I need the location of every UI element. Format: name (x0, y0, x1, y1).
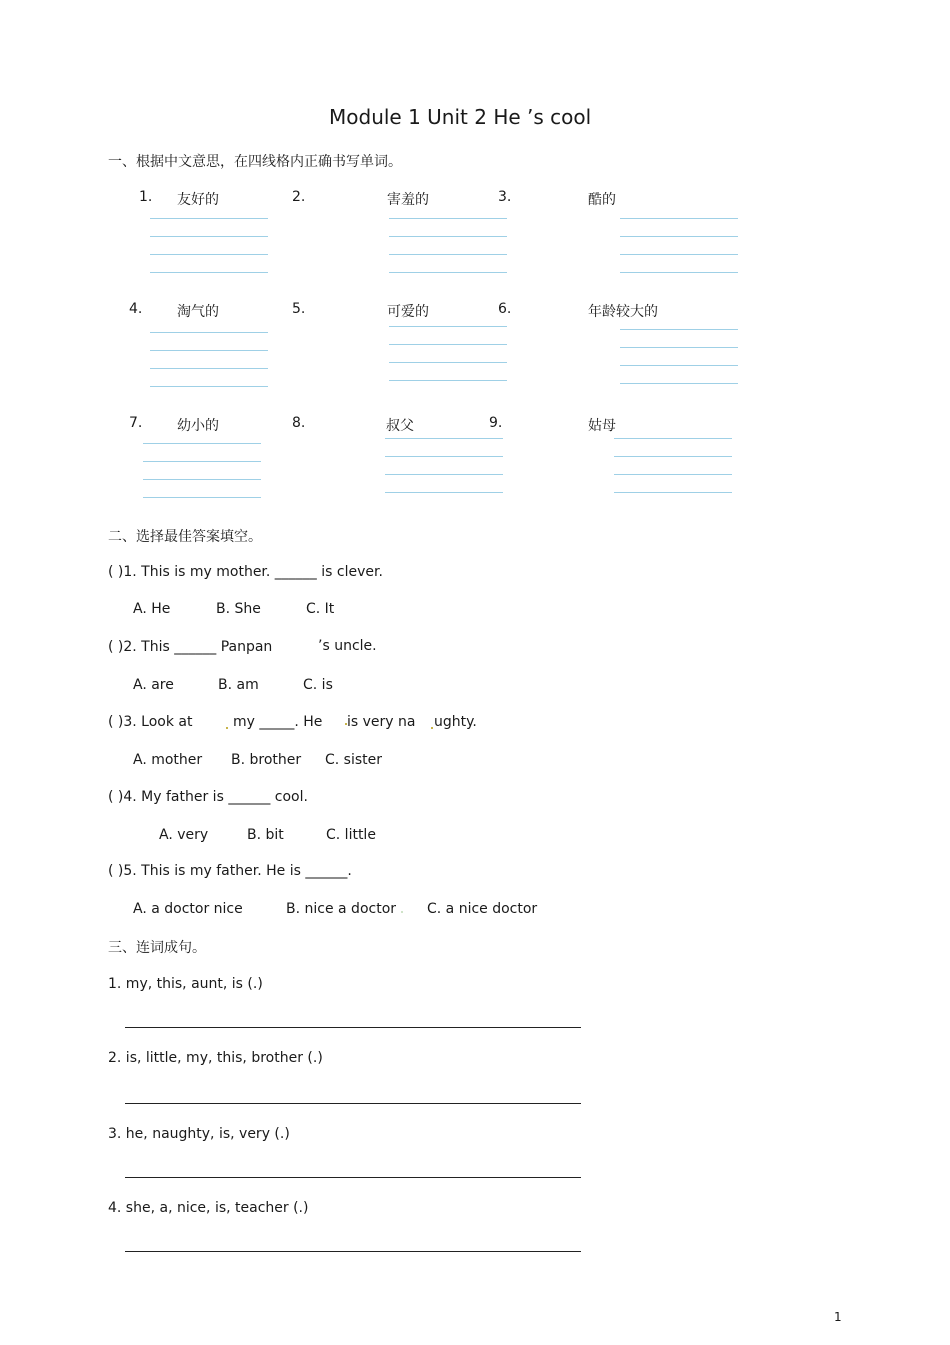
four-line-grid (150, 332, 268, 404)
item-word: 淘气的 (177, 304, 219, 320)
option-c: C. little (326, 827, 376, 843)
option-a: A. a doctor nice (133, 901, 243, 917)
item-number: 9. (489, 415, 503, 431)
option-a: A. are (133, 677, 174, 693)
question-1: ( )1. This is my mother. ______ is clever. (108, 564, 383, 580)
option-c: C. a nice doctor (427, 901, 538, 917)
item-number: 7. (129, 415, 143, 431)
option-b: B. brother (231, 752, 302, 768)
item-number: 1. (139, 189, 153, 205)
sentence-item: 2. is, little, my, this, brother (.) (108, 1050, 323, 1066)
answer-line[interactable] (125, 1027, 581, 1028)
dot-mark (226, 727, 228, 729)
question-5: ( )5. This is my father. He is ______. (108, 863, 352, 879)
item-word: 叔父 (386, 418, 414, 434)
section2-heading: 二、选择最佳答案填空。 (108, 529, 262, 545)
item-word: 可爱的 (387, 304, 429, 320)
item-number: 4. (129, 301, 143, 317)
question-3-mid2: is very na (347, 714, 416, 730)
option-b: B. She (216, 601, 261, 617)
item-number: 3. (498, 189, 512, 205)
question-3-tail: ughty. (434, 714, 477, 730)
option-a: A. very (159, 827, 209, 843)
section3-heading: 三、连词成句。 (108, 940, 206, 956)
four-line-grid (389, 326, 507, 398)
item-word: 幼小的 (177, 418, 219, 434)
answer-line[interactable] (125, 1177, 581, 1178)
four-line-grid (150, 218, 268, 290)
item-word: 年龄较大的 (588, 304, 658, 320)
item-word: 酷的 (588, 192, 616, 208)
question-3-mid1: my _____. He (233, 714, 323, 730)
item-word: 友好的 (177, 192, 219, 208)
sentence-item: 4. she, a, nice, is, teacher (.) (108, 1200, 309, 1216)
answer-line[interactable] (125, 1251, 581, 1252)
option-c: C. It (306, 601, 335, 617)
option-c: C. sister (325, 752, 383, 768)
question-2: ( )2. This ______ Panpan (108, 639, 273, 655)
four-line-grid (389, 218, 507, 290)
item-number: 8. (292, 415, 306, 431)
option-b: B. nice a doctor (286, 901, 397, 917)
four-line-grid (620, 329, 738, 401)
sentence-item: 1. my, this, aunt, is (.) (108, 976, 263, 992)
section1-heading: 一、根据中文意思，在四线格内正确书写单词。 (108, 154, 402, 170)
four-line-grid (620, 218, 738, 290)
item-word: 姑母 (588, 418, 616, 434)
option-c: C. is (303, 677, 333, 693)
page-title: Module 1 Unit 2 He ’s cool (329, 105, 592, 129)
item-word: 害羞的 (387, 192, 429, 208)
dot-mark (431, 727, 433, 729)
item-number: 2. (292, 189, 306, 205)
four-line-grid (614, 438, 732, 510)
option-a: A. mother (133, 752, 203, 768)
option-b: B. am (218, 677, 259, 693)
option-a: A. He (133, 601, 171, 617)
item-number: 5. (292, 301, 306, 317)
item-number: 6. (498, 301, 512, 317)
four-line-grid (385, 438, 503, 510)
question-2-tail: ’s uncle. (318, 638, 377, 654)
answer-line[interactable] (125, 1103, 581, 1104)
sentence-item: 3. he, naughty, is, very (.) (108, 1126, 290, 1142)
dot-mark (401, 911, 403, 913)
option-b: B. bit (247, 827, 284, 843)
question-3: ( )3. Look at (108, 714, 193, 730)
page-number: 1 (834, 1310, 842, 1324)
question-4: ( )4. My father is ______ cool. (108, 789, 308, 805)
four-line-grid (143, 443, 261, 515)
